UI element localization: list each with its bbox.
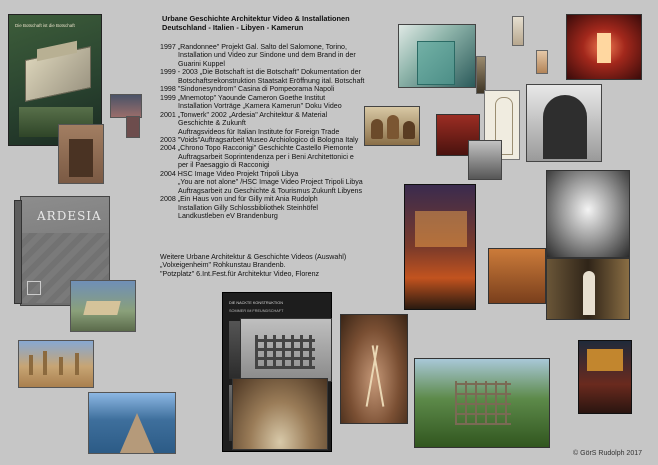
- entry-line: „Mnemotop" Yaounde Cameron Goethe Institut: [177, 93, 326, 102]
- column: [43, 351, 47, 375]
- pot: [387, 115, 399, 139]
- tripod-arch-photo: [340, 314, 408, 424]
- entry-year: 1997: [160, 43, 176, 51]
- entry-line: per il Paesaggio di Racconigi: [178, 161, 270, 170]
- right-dvd-image: [587, 349, 623, 371]
- pottery-photo: [364, 106, 420, 146]
- castle-illuminated: [415, 211, 467, 247]
- doorway: [69, 139, 93, 177]
- ornament-sculpture-photo: [546, 170, 630, 258]
- entry-year: 1998: [160, 85, 176, 94]
- entry: [160, 85, 395, 93]
- red-lit-room-photo: [566, 14, 642, 80]
- further-videos-item: "Potzplatz" 6.Int.Fest.für Architektur Video, Florenz: [160, 269, 320, 278]
- entry: [160, 68, 395, 85]
- tripod-leg: [372, 345, 385, 406]
- people-small-photo: [126, 116, 140, 138]
- pier-walkway: [119, 413, 155, 454]
- entry-line: Auftragsarbeit zu Geschichte & Tourismus Zukunft Libyens: [178, 186, 363, 195]
- pot: [403, 121, 415, 139]
- copyright-notice: © GörS Rudolph 2017: [573, 450, 642, 457]
- entry-line: „You are not alone" /HSC Image Video Project Tripoli Libya: [178, 178, 363, 187]
- entry: [160, 43, 395, 68]
- arch-interior-photo: [526, 84, 602, 162]
- entry-line: Geschichte & Zukunft: [178, 119, 246, 128]
- entry: [160, 195, 395, 220]
- entry-line: HSC Image Video Projekt Tripoli Libya: [177, 169, 299, 178]
- page-title: [162, 14, 422, 32]
- entry: [160, 111, 395, 136]
- entry-year: 2003: [160, 135, 176, 144]
- small-thumbnail-2: [476, 56, 486, 94]
- libya-ruins-photo: [18, 340, 94, 388]
- further-videos: [160, 253, 346, 278]
- entry-line: „Die Botschaft ist die Botschaft" Dokumentation der: [199, 68, 361, 77]
- hsc-libya-photo: [488, 248, 546, 304]
- entry-line: Guarini Kuppel: [178, 59, 225, 68]
- excavation-grid: [255, 335, 315, 369]
- project-list: [160, 43, 395, 221]
- small-thumbnail-3: [536, 50, 548, 74]
- entry: [160, 136, 395, 144]
- stone-monument-photo: [58, 124, 104, 184]
- title-line-1: Urbane Geschichte Architektur Video & Installationen: [162, 14, 350, 23]
- column: [75, 353, 79, 375]
- racconigi-dvd-cover: [404, 184, 476, 310]
- entry-year: 2008: [160, 195, 176, 204]
- arch-opening: [543, 95, 587, 159]
- villa-scaffold-photo: [414, 358, 550, 448]
- publisher-logo: [27, 281, 41, 295]
- architecture-model-photo: [70, 280, 136, 332]
- entry-year: 2001: [160, 110, 176, 119]
- gothic-interior-photo: [468, 140, 502, 180]
- entry-line: Installation und Video zur Sindone und dem Brand in der: [178, 51, 356, 60]
- entry-line: „Randonnee" Projekt Gal. Salto del Salomone, Torino,: [177, 43, 347, 51]
- column: [29, 355, 33, 375]
- gilly-statue-room-photo: [546, 258, 630, 320]
- entry-line: Botschaftsrekonstruktion Staatsakt Eröffnung ital. Botschaft: [178, 76, 365, 85]
- entry-line: Auftragsarbeit Soprintendenza per i Beni Architettonici e: [178, 152, 354, 161]
- pot: [371, 119, 383, 139]
- central-dvd-title-2: SOMMER IM FREUNDSCHAFT: [229, 309, 284, 313]
- entry: [160, 170, 395, 195]
- glass-cube: [417, 41, 455, 85]
- people-group-photo: [110, 94, 142, 118]
- entry-line: "Voids"Auftragsarbeit Museo Archiologico di Bologna Italy: [177, 135, 359, 144]
- ardesia-book-spine: [14, 200, 22, 304]
- pier-perspective-photo: [88, 392, 176, 454]
- entry-year: 1999 - 2003: [160, 68, 198, 77]
- entry-year: 1999: [160, 93, 176, 102]
- entry-year: 2004: [160, 144, 176, 153]
- brick-vault-photo: [232, 378, 328, 450]
- lit-doorway: [597, 33, 611, 63]
- entry-line: „Chrono Topo Racconigi" Geschichte Castello Piemonte: [177, 144, 354, 153]
- entry-year: 2004: [160, 169, 176, 178]
- entry: [160, 94, 395, 111]
- right-dvd-cover: [578, 340, 632, 414]
- entry-line: Installation Vorträge „Kamera Kamerun" Doku Video: [178, 102, 342, 111]
- entry-line: „Tonwerk" 2002 „Ardesia" Architektur & Material: [177, 110, 328, 119]
- white-statue: [583, 271, 595, 315]
- entry-line: "Sindonesyndrom" Casina di Pompeorama Napoli: [177, 85, 335, 94]
- entry: [160, 144, 395, 169]
- entry-line: Auftragsvideos für Italian Institute for Foreign Trade: [178, 127, 340, 136]
- ardesia-title: ARDESIA: [37, 209, 102, 223]
- column: [59, 357, 63, 375]
- archaeology-dig-photo: [240, 318, 332, 382]
- botschaft-cover-title: Die Botschaft ist die Botschaft: [15, 23, 75, 28]
- entry-line: „Ein Haus von und für Gilly mit Ania Rudolph: [177, 195, 318, 204]
- further-videos-item: „Volxeigenheim" Rohkunstau Brandenb.: [160, 261, 286, 270]
- entry-line: Landkustleben eV Brandenburg: [178, 212, 278, 221]
- title-line-2: Deutschland - Italien - Libyen - Kamerun: [162, 23, 304, 32]
- glass-installation-photo: [398, 24, 476, 88]
- scaffolding: [455, 381, 511, 425]
- further-videos-heading: Weitere Urbane Architektur & Geschichte Videos (Auswahl): [160, 253, 347, 261]
- entry-line: Installation Gilly Schlossbibliothek Steinhöfel: [178, 203, 318, 212]
- small-thumbnail-1: [512, 16, 524, 46]
- central-dvd-title-1: DIE NACKTE KONSTRUKTION: [229, 301, 284, 305]
- model-building: [83, 301, 120, 315]
